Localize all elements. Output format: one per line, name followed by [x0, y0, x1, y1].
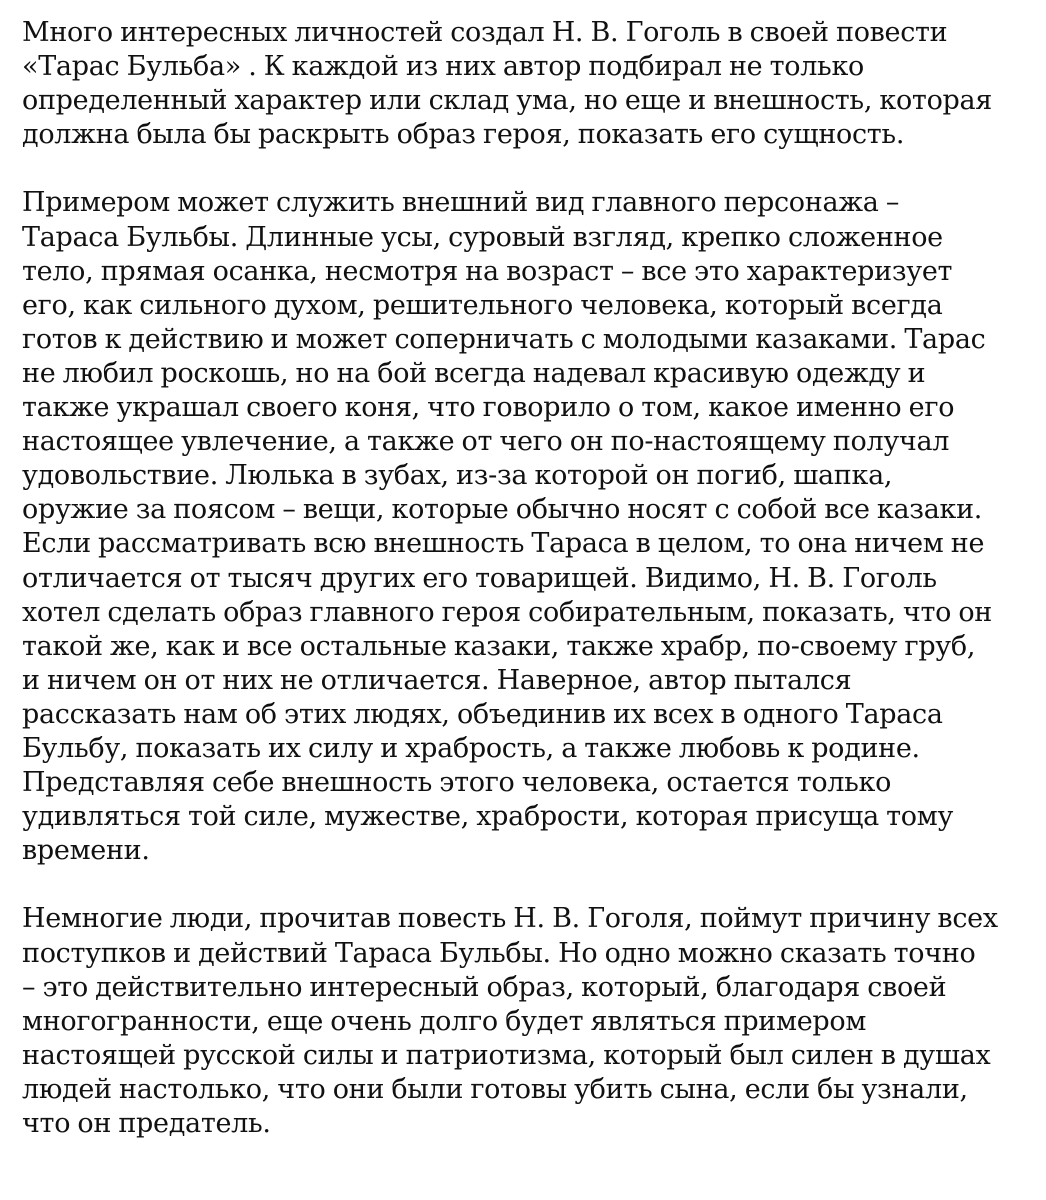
text-line: оружие за поясом – вещи, которые обычно носят с собой все казаки. [22, 494, 983, 526]
text-line: отличается от тысяч других его товарищей. Видимо, Н. В. Гоголь [22, 562, 937, 594]
text-line: многогранности, еще очень долго будет являться примером [22, 1005, 867, 1037]
text-line: – это действительно интересный образ, который, благодаря своей [22, 971, 947, 1003]
text-line: и ничем он от них не отличается. Наверное, автор пытался [22, 664, 852, 696]
paragraph-spacer [22, 868, 1032, 902]
text-line: рассказать нам об этих людях, объединив их всех в одного Тараса [22, 698, 943, 730]
text-line: готов к действию и может соперничать с молодыми казаками. Тарас [22, 323, 986, 355]
text-line: «Тарас Бульба» . К каждой из них автор подбирал не только [22, 51, 864, 83]
text-line: настоящее увлечение, а также от чего он по-настоящему получал [22, 426, 950, 458]
text-line: людей настолько, что они были готовы убить сына, если бы узнали, [22, 1073, 968, 1105]
text-line: Много интересных личностей создал Н. В. Гоголь в своей повести [22, 17, 948, 48]
text-line: также украшал своего коня, что говорило о том, какое именно его [22, 392, 955, 424]
text-line: Немногие люди, прочитав повесть Н. В. Гоголя, поймут причину всех [22, 903, 998, 935]
text-line: должна была бы раскрыть образ героя, показать его сущность. [22, 119, 905, 151]
text-line: удовольствие. Люлька в зубах, из-за которой он погиб, шапка, [22, 460, 893, 492]
text-line: не любил роскошь, но на бой всегда надевал красивую одежду и [22, 357, 926, 389]
text-line: тело, прямая осанка, несмотря на возраст – все это характеризует [22, 255, 953, 287]
text-line: Примером может служить внешний вид главного персонажа – [22, 187, 900, 219]
text-line: его, как сильного духом, решительного человека, который всегда [22, 289, 943, 321]
text-line: удивляться той силе, мужестве, храбрости, которая присуща тому [22, 801, 954, 833]
text-line: Бульбу, показать их силу и храбрость, а также любовь к родине. [22, 732, 920, 764]
text-line: времени. [22, 835, 150, 867]
paragraph-conclusion [22, 902, 1032, 1141]
essay-document [22, 16, 1032, 1141]
text-line: Представляя себе внешность этого человека, остается только [22, 767, 892, 799]
paragraph-taras-description [22, 186, 1032, 868]
paragraph-spacer [22, 152, 1032, 186]
text-line: Если рассматривать всю внешность Тараса в целом, то она ничем не [22, 528, 985, 560]
paragraph-introduction [22, 16, 1032, 152]
text-line: хотел сделать образ главного героя собирательным, показать, что он [22, 596, 992, 628]
text-line: Тараса Бульбы. Длинные усы, суровый взгляд, крепко сложенное [22, 221, 943, 253]
text-line: что он предатель. [22, 1108, 271, 1139]
text-line: такой же, как и все остальные казаки, также храбр, по-своему груб, [22, 630, 976, 662]
text-line: поступков и действий Тараса Бульбы. Но одно можно сказать точно [22, 937, 976, 969]
text-line: определенный характер или склад ума, но еще и внешность, которая [22, 85, 993, 117]
text-line: настоящей русской силы и патриотизма, который был силен в душах [22, 1039, 991, 1071]
